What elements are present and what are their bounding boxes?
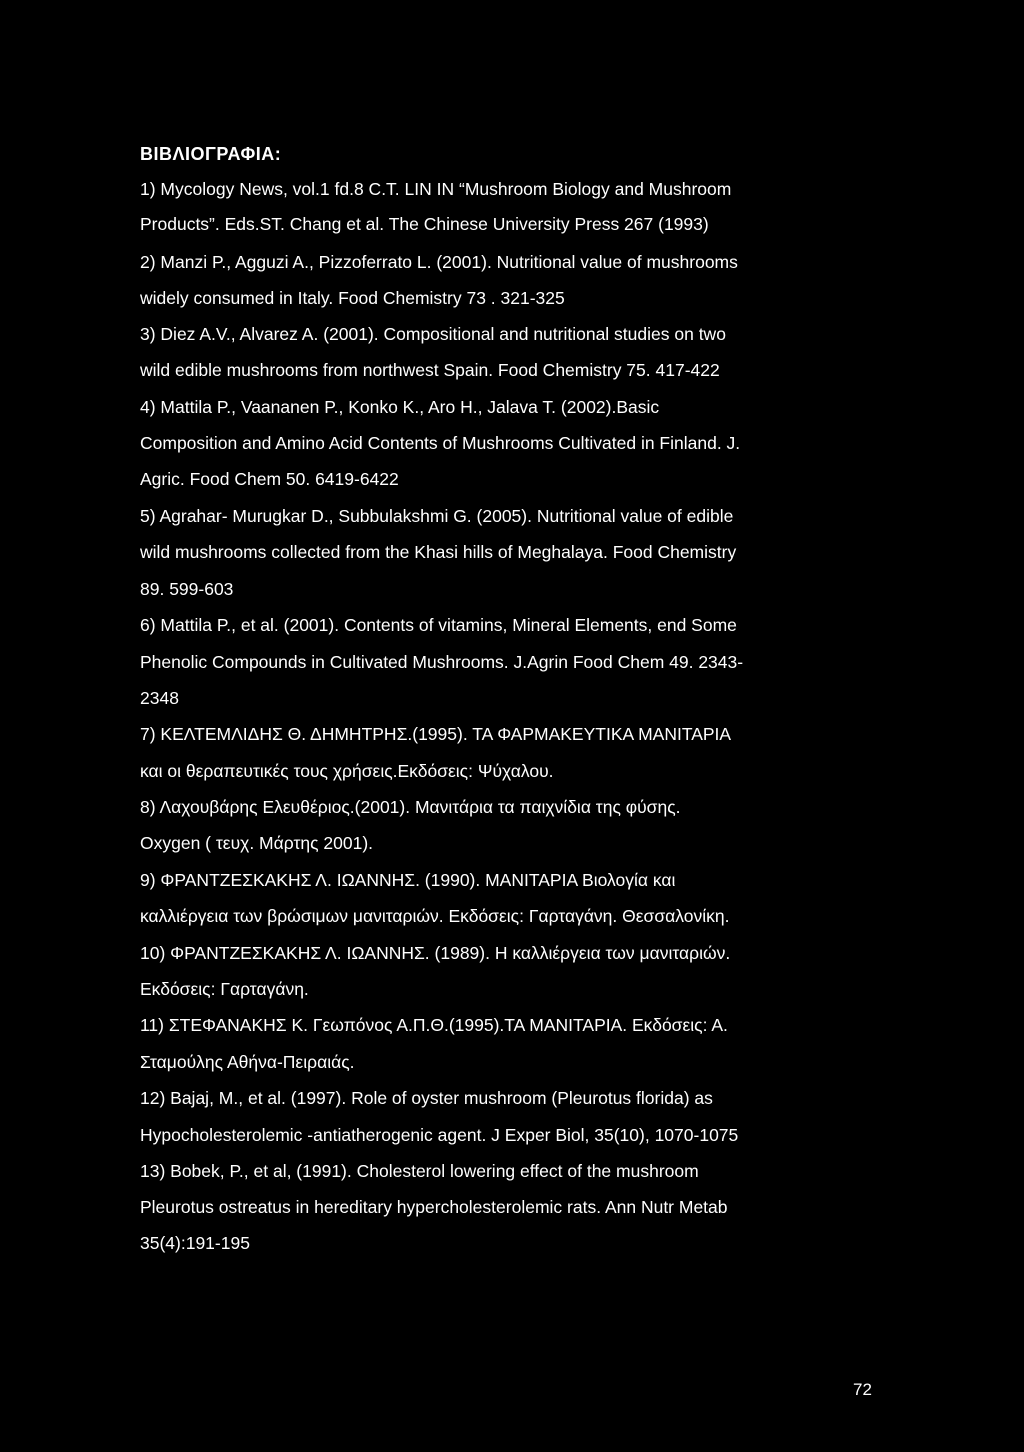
page-number: 72: [853, 1380, 872, 1399]
reference-line: 10) ΦΡΑΝΤΖΕΣΚΑΚΗΣ Λ. ΙΩΑΝΝΗΣ. (1989). Η καλλιέργεια των μανιταριών.: [140, 943, 731, 963]
reference-line: Σταμούλης Αθήνα-Πειραιάς.: [140, 1052, 355, 1072]
reference-line: 8) Λαχουβάρης Ελευθέριος.(2001). Μανιτάρια τα παιχνίδια της φύσης.: [140, 797, 681, 817]
reference-line: 5) Agrahar- Murugkar D., Subbulakshmi G. (2005). Nutritional value of edible: [140, 506, 734, 526]
bibliography-heading: ΒΙΒΛΙΟΓΡΑΦΙΑ:: [140, 144, 282, 164]
reference-line: 13) Bobek, P., et al, (1991). Cholesterol lowering effect of the mushroom: [140, 1161, 699, 1181]
reference-line: Pleurotus ostreatus in hereditary hypercholesterolemic rats. Ann Nutr Metab: [140, 1197, 728, 1217]
reference-line: 4) Mattila P., Vaananen P., Konko K., Aro H., Jalava T. (2002).Basic: [140, 397, 660, 417]
reference-line: 9) ΦΡΑΝΤΖΕΣΚΑΚΗΣ Λ. ΙΩΑΝΝΗΣ. (1990). ΜΑΝΙΤΑΡΙΑ Βιολογία και: [140, 870, 676, 890]
reference-line: 11) ΣΤΕΦΑΝΑΚΗΣ Κ. Γεωπόνος Α.Π.Θ.(1995).ΤΑ ΜΑΝΙΤΑΡΙΑ. Εκδόσεις: Α.: [140, 1015, 728, 1035]
reference-line: wild edible mushrooms from northwest Spain. Food Chemistry 75. 417-422: [140, 360, 720, 380]
reference-line: Hypocholesterolemic -antiatherogenic agent. J Exper Biol, 35(10), 1070-1075: [140, 1125, 739, 1145]
reference-line: 35(4):191-195: [140, 1233, 250, 1253]
reference-line: 12) Bajaj, M., et al. (1997). Role of oyster mushroom (Pleurotus florida) as: [140, 1088, 713, 1108]
reference-line: 2348: [140, 688, 179, 708]
reference-line: 1) Mycology News, vol.1 fd.8 C.T. LIN IN “Mushroom Biology and Mushroom: [140, 179, 732, 199]
reference-line: wild mushrooms collected from the Khasi hills of Meghalaya. Food Chemistry: [140, 542, 737, 562]
reference-line: widely consumed in Italy. Food Chemistry 73 . 321-325: [140, 288, 565, 308]
reference-line: καλλιέργεια των βρώσιμων μανιταριών. Εκδόσεις: Γαρταγάνη. Θεσσαλονίκη.: [140, 906, 730, 926]
reference-line: 3) Diez A.V., Alvarez A. (2001). Compositional and nutritional studies on two: [140, 324, 726, 344]
reference-line: Products”. Eds.ST. Chang et al. The Chinese University Press 267 (1993): [140, 214, 709, 234]
reference-line: 6) Mattila P., et al. (2001). Contents of vitamins, Mineral Elements, end Some: [140, 615, 737, 635]
reference-line: Oxygen ( τευχ. Μάρτης 2001).: [140, 833, 374, 853]
reference-line: 89. 599-603: [140, 579, 234, 599]
reference-line: 7) ΚΕΛΤΕΜΛΙΔΗΣ Θ. ΔΗΜΗΤΡΗΣ.(1995). ΤΑ ΦΑΡΜΑΚΕΥΤΙΚΑ ΜΑΝΙΤΑΡΙΑ: [140, 724, 732, 744]
reference-line: Agric. Food Chem 50. 6419-6422: [140, 469, 399, 489]
reference-line: 2) Manzi P., Agguzi A., Pizzoferrato L. (2001). Nutritional value of mushrooms: [140, 252, 738, 272]
reference-line: Composition and Amino Acid Contents of Mushrooms Cultivated in Finland. J.: [140, 433, 741, 453]
reference-line: Phenolic Compounds in Cultivated Mushrooms. J.Agrin Food Chem 49. 2343-: [140, 652, 744, 672]
reference-line: Εκδόσεις: Γαρταγάνη.: [140, 979, 309, 999]
reference-line: και οι θεραπευτικές τους χρήσεις.Εκδόσεις: Ψύχαλου.: [140, 761, 554, 781]
